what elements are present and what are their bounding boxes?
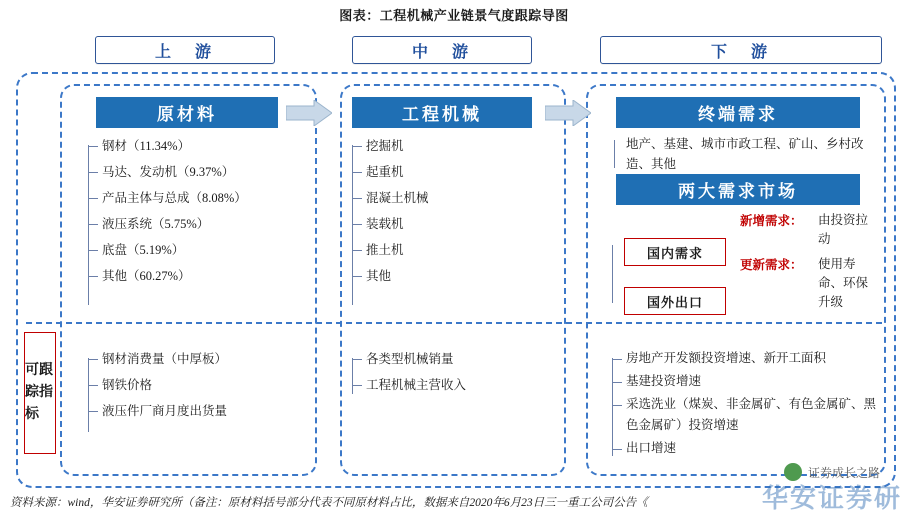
markets-spine	[612, 245, 613, 303]
new-demand-text: 由投资拉动	[818, 213, 869, 246]
section-divider	[26, 322, 882, 324]
banner-machinery: 工程机械	[352, 97, 532, 128]
source-note: 资料来源：wind，华安证券研究所（备注：原材料括号部分代表不同原材料占比，数据来自2020年6月23日三一重工公司公告《	[10, 497, 648, 509]
list-item: 各类型机械销量	[352, 346, 466, 372]
list-item: 基建投资增速	[612, 369, 881, 392]
export-demand-box: 国外出口	[624, 287, 726, 315]
list-item: 马达、发动机（9.37%）	[88, 159, 247, 185]
domestic-demand-box: 国内需求	[624, 238, 726, 266]
upstream-indicator-list	[88, 346, 227, 424]
list-item: 挖掘机	[352, 133, 429, 159]
account-name: 证券成长之路	[807, 465, 880, 480]
banner-raw-material: 原材料	[96, 97, 278, 128]
update-demand-text: 使用寿命、环保升级	[818, 257, 869, 309]
downstream-indicator-list	[612, 346, 881, 459]
list-item: 出口增速	[612, 436, 881, 459]
list-item: 钢材（11.34%）	[88, 133, 247, 159]
upstream-item-list	[88, 133, 247, 289]
list-item: 液压系统（5.75%）	[88, 211, 247, 237]
arrow-midstream-to-downstream	[545, 100, 591, 126]
banner-two-markets: 两大需求市场	[616, 174, 860, 205]
indicator-label-text: 可跟踪指标	[25, 363, 53, 422]
column-header-midstream: 中 游	[352, 36, 532, 64]
list-item: 推土机	[352, 237, 429, 263]
list-item: 装载机	[352, 211, 429, 237]
list-item: 其他（60.27%）	[88, 263, 247, 289]
list-item: 液压件厂商月度出货量	[88, 398, 227, 424]
banner-end-demand: 终端需求	[616, 97, 860, 128]
end-demand-text: 地产、基建、城市市政工程、矿山、乡村改造、其他	[626, 137, 864, 171]
arrow-upstream-to-midstream	[286, 100, 332, 126]
list-item: 钢材消费量（中厚板）	[88, 346, 227, 372]
indicator-label-box	[24, 332, 56, 454]
list-item: 起重机	[352, 159, 429, 185]
list-item: 房地产开发额投资增速、新开工面积	[612, 346, 881, 369]
midstream-indicator-list	[352, 346, 466, 398]
list-item: 工程机械主营收入	[352, 372, 466, 398]
watermark-brand: 华安证券研	[761, 484, 902, 514]
update-demand-label: 更新需求：	[740, 258, 803, 272]
midstream-item-list	[352, 133, 429, 289]
list-item: 其他	[352, 263, 429, 289]
list-item: 产品主体与总成（8.08%）	[88, 185, 247, 211]
list-item: 钢铁价格	[88, 372, 227, 398]
column-header-upstream: 上 游	[95, 36, 275, 64]
end-demand-spine	[614, 140, 615, 168]
list-item: 底盘（5.19%）	[88, 237, 247, 263]
list-item: 混凝土机械	[352, 185, 429, 211]
new-demand-label: 新增需求：	[740, 214, 803, 228]
column-header-downstream: 下 游	[600, 36, 882, 64]
page-title: 图表：工程机械产业链景气度跟踪导图	[339, 8, 569, 23]
list-item: 采选洗业（煤炭、非金属矿、有色金属矿、黑色金属矿）投资增速	[612, 392, 881, 436]
